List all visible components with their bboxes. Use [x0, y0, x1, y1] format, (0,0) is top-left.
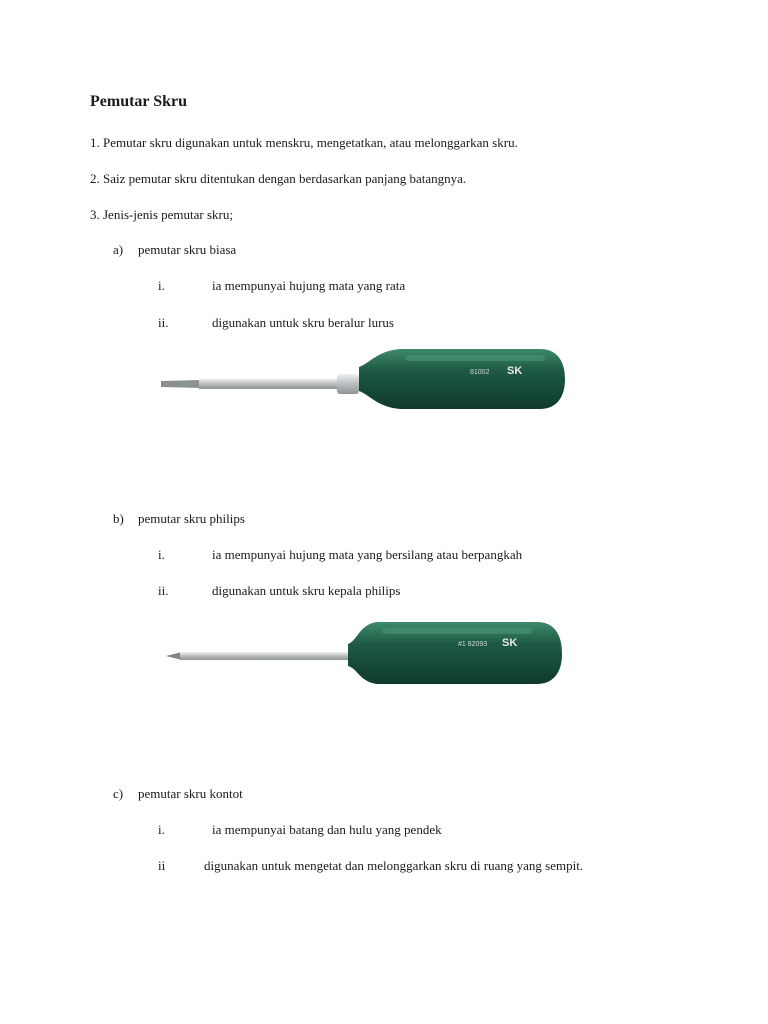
screwdriver-brand: SK [507, 365, 523, 377]
type-a-marker: a) [113, 242, 124, 257]
type-a-name: pemutar skru biasa [138, 242, 237, 257]
type-c-marker: c) [113, 786, 124, 801]
list-marker: ii [158, 858, 166, 873]
type-b-item-2 [158, 583, 400, 599]
list-marker: i. [158, 547, 165, 562]
screwdriver-code: #1 82093 [458, 641, 488, 648]
list-marker: ii. [158, 583, 169, 598]
list-item-text: digunakan untuk skru kepala philips [212, 583, 401, 598]
point-1: 1. Pemutar skru digunakan untuk menskru, mengetatkan, atau melonggarkan skru. [90, 135, 518, 150]
screwdriver-brand: SK [502, 637, 518, 649]
page-title: Pemutar Skru [90, 93, 188, 110]
list-marker: ii. [158, 315, 169, 330]
list-item-text: ia mempunyai hujung mata yang bersilang atau berpangkah [212, 547, 523, 562]
list-marker: i. [158, 278, 165, 293]
type-a-item-2 [158, 315, 394, 331]
type-a-item-1 [158, 278, 405, 294]
type-c-heading [113, 786, 243, 802]
type-b-marker: b) [113, 511, 124, 526]
type-b-name: pemutar skru philips [138, 511, 245, 526]
type-b-heading [113, 511, 245, 527]
list-item-text: ia mempunyai batang dan hulu yang pendek [212, 822, 442, 837]
list-item-text: ia mempunyai hujung mata yang rata [212, 278, 406, 293]
type-c-item-2 [158, 858, 583, 874]
point-2: 2. Saiz pemutar skru ditentukan dengan berdasarkan panjang batangnya. [90, 171, 467, 186]
type-a-heading [113, 242, 236, 258]
list-marker: i. [158, 822, 165, 837]
type-c-name: pemutar skru kontot [138, 786, 243, 801]
point-3: 3. Jenis-jenis pemutar skru; [90, 207, 233, 222]
list-item-text: digunakan untuk mengetat dan melonggarkan skru di ruang yang sempit. [204, 858, 584, 873]
list-item-text: digunakan untuk skru beralur lurus [212, 315, 394, 330]
screwdriver-code: 81002 [470, 369, 490, 376]
phillips-screwdriver-icon [162, 614, 572, 690]
flathead-screwdriver-icon [155, 343, 575, 415]
type-b-item-1 [158, 547, 522, 563]
type-c-item-1 [158, 822, 442, 838]
